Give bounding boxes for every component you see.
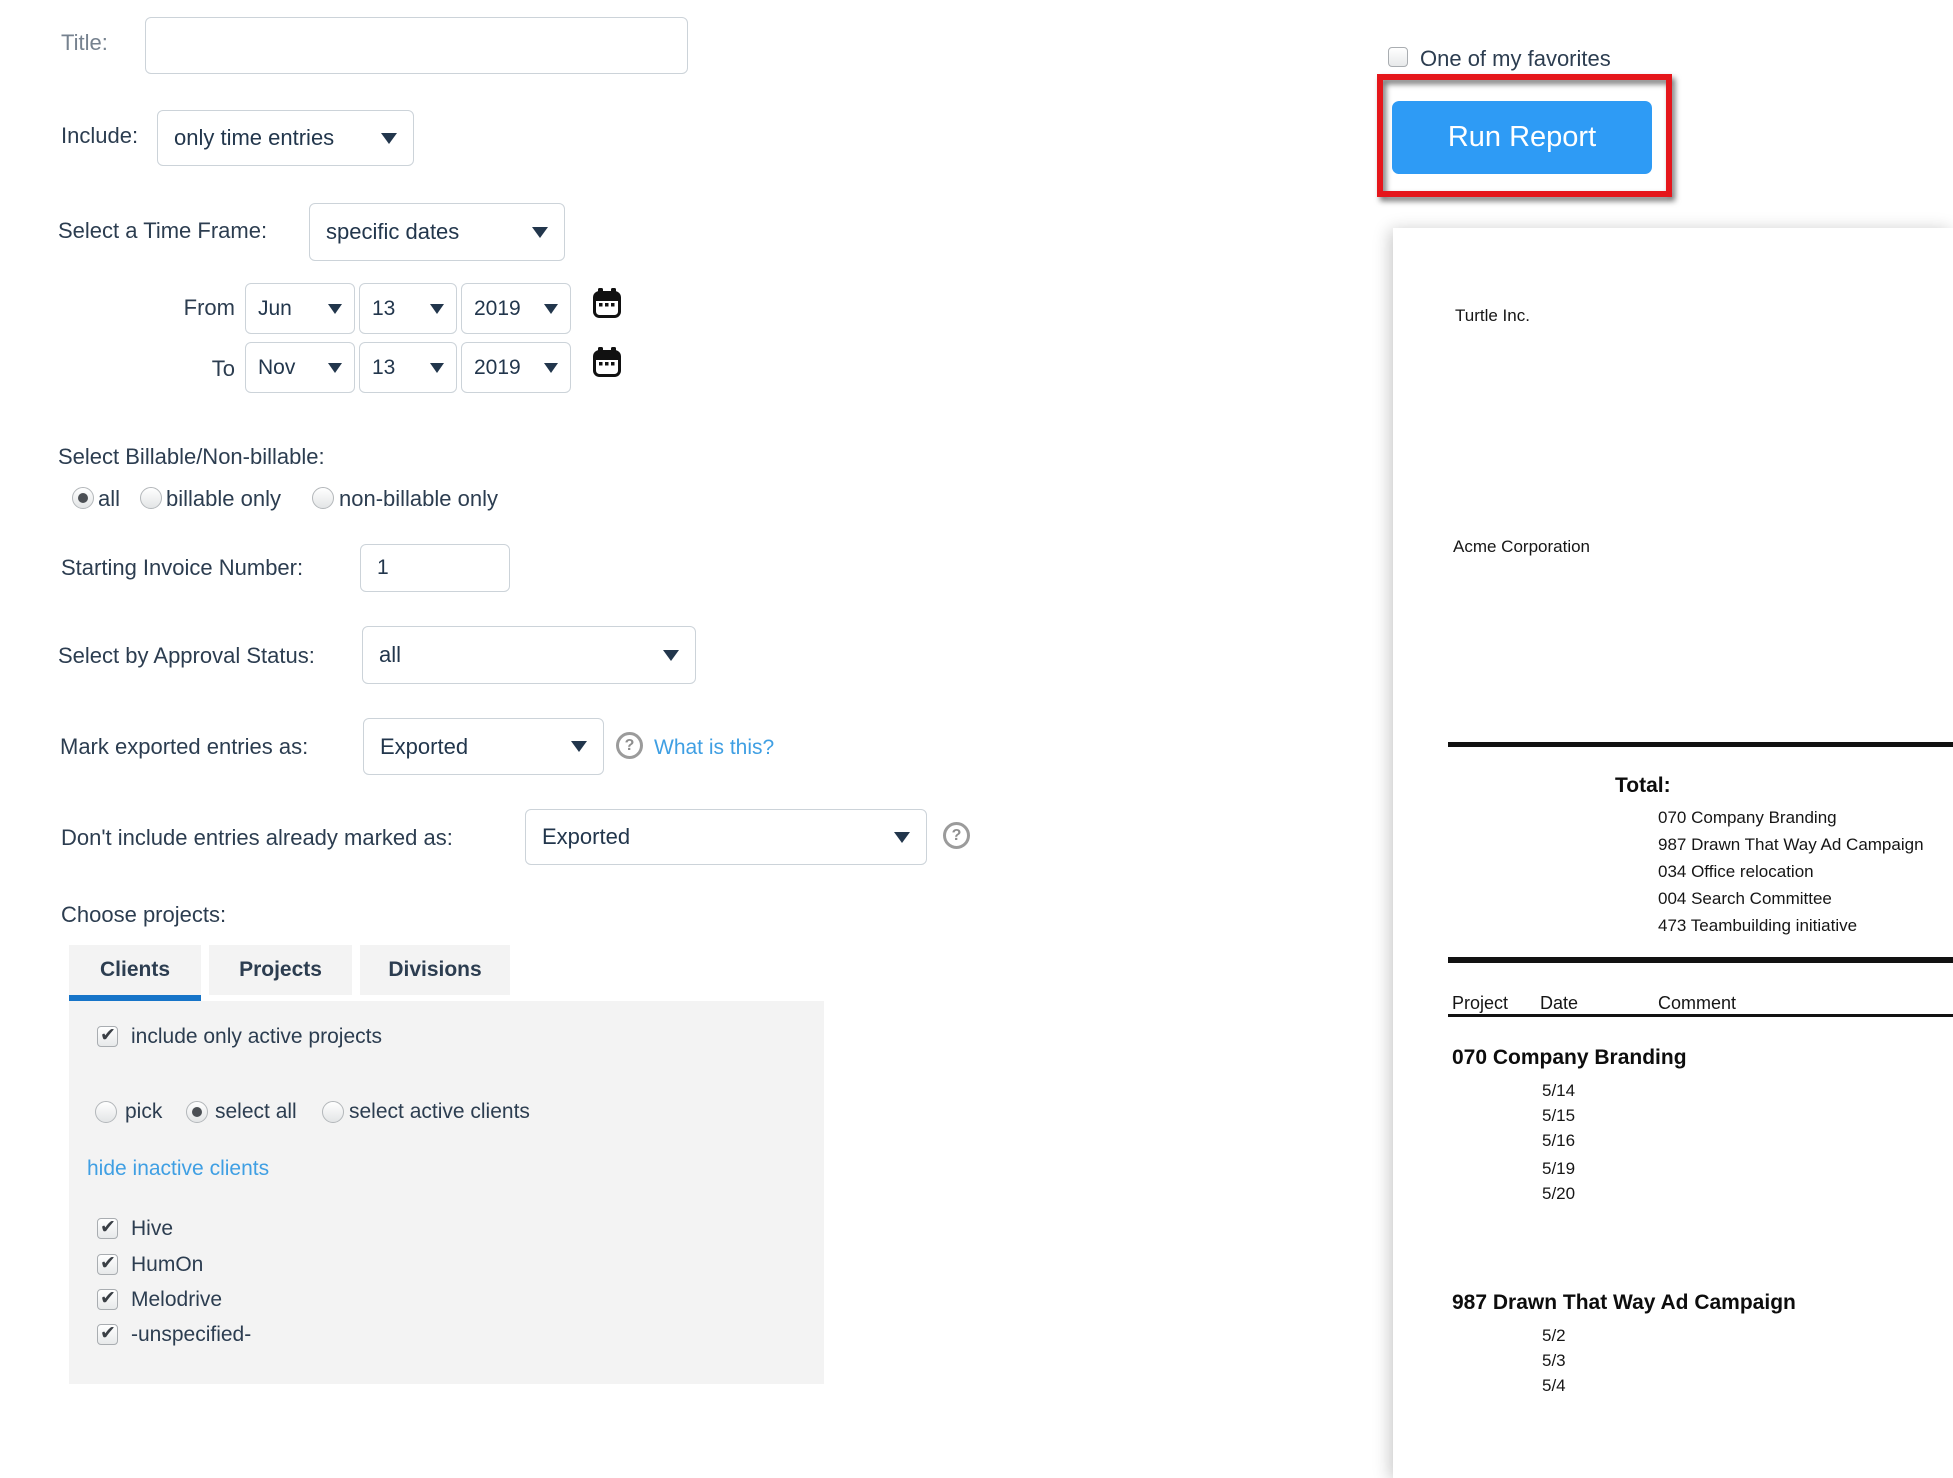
non-billable-only-label: non-billable only bbox=[339, 486, 498, 511]
favorites-checkbox[interactable] bbox=[1388, 47, 1408, 67]
preview-divider bbox=[1448, 742, 1953, 747]
preview-company-name: Turtle Inc. bbox=[1455, 306, 1530, 325]
to-label: To bbox=[211, 356, 235, 381]
mark-exported-dropdown[interactable] bbox=[363, 718, 604, 775]
tab-divisions[interactable] bbox=[360, 945, 510, 995]
billable-all-label: all bbox=[98, 486, 121, 511]
preview-date-cell: 5/19 bbox=[1542, 1159, 1576, 1178]
client-checkbox-humon[interactable] bbox=[97, 1254, 118, 1275]
from-year-dropdown[interactable] bbox=[461, 283, 571, 334]
approval-status-label: Select by Approval Status: bbox=[58, 643, 315, 668]
preview-date-cell: 5/16 bbox=[1542, 1131, 1576, 1150]
from-calendar-icon[interactable] bbox=[592, 288, 622, 323]
to-month-value: Nov bbox=[258, 355, 296, 379]
billable-section-label: Select Billable/Non-billable: bbox=[58, 444, 325, 469]
choose-projects-label: Choose projects: bbox=[61, 902, 227, 927]
tab-divisions-label: Divisions bbox=[388, 958, 482, 981]
chevron-down-icon bbox=[430, 304, 444, 314]
preview-group-title: 987 Drawn That Way Ad Campaign bbox=[1452, 1291, 1796, 1314]
report-preview-panel bbox=[1393, 228, 1953, 1478]
preview-group-title: 070 Company Branding bbox=[1452, 1046, 1687, 1069]
preview-total-project: 987 Drawn That Way Ad Campaign bbox=[1658, 835, 1924, 854]
preview-header-rule bbox=[1448, 1014, 1953, 1017]
preview-total-project: 070 Company Branding bbox=[1658, 808, 1837, 827]
include-label: Include: bbox=[61, 123, 139, 148]
preview-total-label: Total: bbox=[1615, 774, 1671, 797]
mark-exported-label: Mark exported entries as: bbox=[60, 734, 309, 759]
chevron-down-icon bbox=[430, 363, 444, 373]
invoice-number-value: 1 bbox=[377, 556, 389, 579]
client-label-unspecified: -unspecified- bbox=[131, 1323, 252, 1346]
tab-projects[interactable] bbox=[209, 945, 352, 995]
tab-clients[interactable] bbox=[69, 945, 201, 995]
chevron-down-icon bbox=[328, 363, 342, 373]
chevron-down-icon bbox=[328, 304, 342, 314]
timeframe-label: Select a Time Frame: bbox=[58, 218, 268, 243]
tab-projects-label: Projects bbox=[239, 958, 322, 981]
preview-date-cell: 5/14 bbox=[1542, 1081, 1576, 1100]
dont-include-dropdown[interactable] bbox=[525, 809, 927, 865]
preview-date-cell: 5/2 bbox=[1542, 1326, 1566, 1345]
to-calendar-icon[interactable] bbox=[592, 347, 622, 382]
pick-label: pick bbox=[125, 1100, 163, 1123]
client-label-humon: HumOn bbox=[131, 1253, 204, 1276]
include-dropdown-value: only time entries bbox=[174, 125, 335, 150]
invoice-number-input[interactable] bbox=[360, 544, 510, 592]
hide-inactive-clients-link[interactable]: hide inactive clients bbox=[87, 1157, 270, 1180]
invoice-number-label: Starting Invoice Number: bbox=[61, 555, 304, 580]
mark-exported-value: Exported bbox=[380, 733, 469, 759]
preview-col-date: Date bbox=[1540, 993, 1579, 1013]
title-label: Title: bbox=[61, 30, 108, 55]
from-month-dropdown[interactable] bbox=[245, 283, 355, 334]
client-checkbox-hive[interactable] bbox=[97, 1218, 118, 1239]
from-day-value: 13 bbox=[372, 296, 396, 320]
help-question-icon[interactable]: ? bbox=[616, 732, 643, 759]
chevron-down-icon bbox=[544, 363, 558, 373]
from-day-dropdown[interactable] bbox=[359, 283, 457, 334]
title-input[interactable] bbox=[145, 17, 688, 74]
preview-total-project: 473 Teambuilding initiative bbox=[1658, 916, 1858, 935]
from-label: From bbox=[183, 295, 235, 320]
select-active-clients-label: select active clients bbox=[349, 1100, 530, 1123]
select-all-label: select all bbox=[215, 1100, 297, 1123]
dont-include-label: Don't include entries already marked as: bbox=[61, 825, 453, 850]
preview-date-cell: 5/20 bbox=[1542, 1184, 1576, 1203]
client-checkbox-unspecified[interactable] bbox=[97, 1324, 118, 1345]
timeframe-dropdown-value: specific dates bbox=[326, 219, 460, 244]
chevron-down-icon bbox=[894, 832, 910, 843]
approval-status-value: all bbox=[379, 642, 402, 667]
pick-radio[interactable] bbox=[95, 1101, 117, 1123]
non-billable-only-radio[interactable] bbox=[312, 487, 334, 509]
preview-total-project: 034 Office relocation bbox=[1658, 862, 1814, 881]
from-year-value: 2019 bbox=[474, 296, 521, 320]
preview-date-cell: 5/3 bbox=[1542, 1351, 1566, 1370]
dont-include-value: Exported bbox=[542, 824, 631, 849]
preview-date-cell: 5/15 bbox=[1542, 1106, 1576, 1125]
preview-col-comment: Comment bbox=[1658, 993, 1737, 1013]
preview-date-cell: 5/4 bbox=[1542, 1376, 1566, 1395]
tab-clients-label: Clients bbox=[99, 958, 170, 981]
help-question-icon[interactable]: ? bbox=[943, 822, 970, 849]
chevron-down-icon bbox=[544, 304, 558, 314]
preview-total-project: 004 Search Committee bbox=[1658, 889, 1832, 908]
client-checkbox-melodrive[interactable] bbox=[97, 1289, 118, 1310]
billable-only-radio[interactable] bbox=[140, 487, 162, 509]
select-all-radio[interactable] bbox=[186, 1101, 208, 1123]
include-active-projects-label: include only active projects bbox=[131, 1025, 382, 1048]
favorites-label: One of my favorites bbox=[1420, 46, 1611, 71]
client-label-melodrive: Melodrive bbox=[131, 1288, 223, 1311]
preview-divider bbox=[1448, 957, 1953, 963]
to-day-dropdown[interactable] bbox=[359, 342, 457, 393]
to-year-value: 2019 bbox=[474, 355, 521, 379]
client-label-hive: Hive bbox=[131, 1217, 174, 1240]
to-year-dropdown[interactable] bbox=[461, 342, 571, 393]
what-is-this-link[interactable]: What is this? bbox=[654, 736, 775, 759]
chevron-down-icon bbox=[663, 650, 679, 661]
billable-all-radio[interactable] bbox=[72, 487, 94, 509]
preview-client-name: Acme Corporation bbox=[1453, 537, 1591, 556]
chevron-down-icon bbox=[381, 133, 397, 144]
from-month-value: Jun bbox=[258, 296, 292, 320]
chevron-down-icon bbox=[571, 741, 587, 752]
run-report-button-label: Run Report bbox=[1447, 121, 1597, 153]
include-active-projects-checkbox[interactable] bbox=[97, 1026, 118, 1047]
include-dropdown[interactable] bbox=[157, 110, 414, 166]
to-month-dropdown[interactable] bbox=[245, 342, 355, 393]
preview-col-project: Project bbox=[1452, 993, 1509, 1013]
select-active-clients-radio[interactable] bbox=[322, 1101, 344, 1123]
timeframe-dropdown[interactable] bbox=[309, 203, 565, 261]
billable-only-label: billable only bbox=[166, 486, 281, 511]
chevron-down-icon bbox=[532, 227, 548, 238]
run-report-button[interactable] bbox=[1392, 101, 1652, 174]
approval-status-dropdown[interactable] bbox=[362, 626, 696, 684]
to-day-value: 13 bbox=[372, 355, 396, 379]
